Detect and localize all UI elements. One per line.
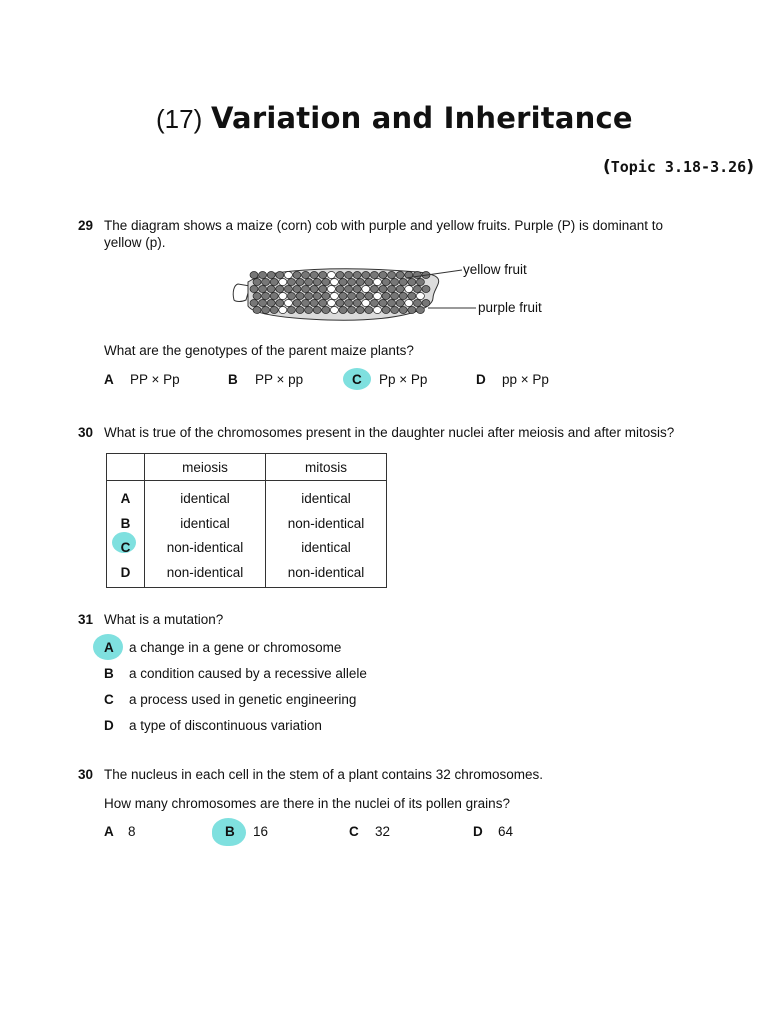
option-text-a[interactable]: a change in a gene or chromosome <box>129 640 342 655</box>
kernel <box>413 272 421 279</box>
kernel <box>305 307 313 314</box>
kernel <box>373 293 381 300</box>
kernel <box>270 307 278 314</box>
kernel <box>399 293 407 300</box>
label-yellow-fruit: yellow fruit <box>463 262 527 277</box>
option-letter-a[interactable]: A <box>104 640 114 655</box>
row-letter[interactable]: C <box>107 536 145 561</box>
option-letter-a[interactable]: A <box>104 372 114 387</box>
kernel <box>267 272 275 279</box>
table-row[interactable] <box>107 481 387 512</box>
kernel <box>319 300 327 307</box>
kernel <box>348 307 356 314</box>
kernel <box>313 293 321 300</box>
kernel <box>253 279 261 286</box>
kernel <box>345 286 353 293</box>
kernel <box>391 293 399 300</box>
kernel <box>382 279 390 286</box>
option-letter-d[interactable]: D <box>104 718 114 733</box>
option-text-c[interactable]: a process used in genetic engineering <box>129 692 357 707</box>
table-row[interactable] <box>107 560 387 587</box>
table-header-blank <box>107 454 145 481</box>
kernel <box>416 293 424 300</box>
kernel <box>345 272 353 279</box>
option-text-c[interactable]: Pp × Pp <box>379 372 428 387</box>
kernel <box>422 300 430 307</box>
kernel <box>339 293 347 300</box>
kernel <box>391 307 399 314</box>
table-header-mitosis: mitosis <box>266 454 387 481</box>
meiosis-cell: identical <box>145 511 266 536</box>
option-letter-c[interactable]: C <box>104 692 114 707</box>
meiosis-cell: non-identical <box>145 536 266 561</box>
mitosis-cell: identical <box>266 481 387 512</box>
kernel <box>379 286 387 293</box>
option-letter-d[interactable]: D <box>476 372 486 387</box>
kernel <box>250 272 258 279</box>
kernel <box>408 279 416 286</box>
option-text-b[interactable]: 16 <box>253 824 269 839</box>
kernel <box>370 300 378 307</box>
kernel <box>379 300 387 307</box>
option-letter-c[interactable]: C <box>352 372 362 387</box>
kernel <box>399 279 407 286</box>
kernel <box>296 279 304 286</box>
kernel <box>327 272 335 279</box>
kernel <box>327 300 335 307</box>
table-header-meiosis: meiosis <box>145 454 266 481</box>
kernel <box>408 293 416 300</box>
kernel <box>365 307 373 314</box>
option-text-d[interactable]: 64 <box>498 824 514 839</box>
kernel <box>353 300 361 307</box>
kernel <box>388 300 396 307</box>
question-text: What is true of the chromosomes present in the daughter nuclei after meiosis and after mitosis? <box>104 425 675 440</box>
option-letter-c[interactable]: C <box>349 824 359 839</box>
table-row[interactable] <box>107 511 387 536</box>
kernel <box>373 307 381 314</box>
option-text-d[interactable]: pp × Pp <box>502 372 549 387</box>
kernel <box>370 272 378 279</box>
kernel <box>413 300 421 307</box>
kernel <box>382 293 390 300</box>
option-text-a[interactable]: 8 <box>128 824 136 839</box>
row-letter[interactable]: B <box>107 511 145 536</box>
meiosis-mitosis-table <box>106 453 387 588</box>
kernel <box>319 272 327 279</box>
kernel <box>353 272 361 279</box>
kernel <box>379 272 387 279</box>
kernel <box>422 286 430 293</box>
kernel <box>339 279 347 286</box>
kernel <box>293 272 301 279</box>
kernel <box>339 307 347 314</box>
kernel <box>267 286 275 293</box>
table-header-row <box>107 454 387 481</box>
chapter-number: (17) <box>156 104 203 134</box>
kernel <box>262 293 270 300</box>
kernel <box>279 279 287 286</box>
option-text-c[interactable]: 32 <box>375 824 391 839</box>
kernel <box>259 300 267 307</box>
kernel <box>336 286 344 293</box>
kernel <box>276 286 284 293</box>
kernel <box>362 286 370 293</box>
kernel <box>408 307 416 314</box>
kernel <box>284 272 292 279</box>
question-number: 31 <box>78 612 94 627</box>
kernel <box>322 307 330 314</box>
kernel <box>313 279 321 286</box>
question-number: 30 <box>78 767 94 782</box>
option-text-b[interactable]: PP × pp <box>255 372 304 387</box>
kernel <box>262 279 270 286</box>
kernel <box>276 272 284 279</box>
kernel <box>279 293 287 300</box>
kernel <box>293 300 301 307</box>
mitosis-cell: identical <box>266 536 387 561</box>
meiosis-cell: identical <box>145 481 266 512</box>
option-letter-b[interactable]: B <box>228 372 238 387</box>
meiosis-cell: non-identical <box>145 560 266 587</box>
kernel <box>319 286 327 293</box>
option-letter-a[interactable]: A <box>104 824 114 839</box>
cob-base-shape <box>233 284 250 302</box>
kernel <box>262 307 270 314</box>
option-text-a[interactable]: PP × Pp <box>130 372 180 387</box>
kernel <box>391 279 399 286</box>
kernel <box>373 279 381 286</box>
kernel <box>405 300 413 307</box>
kernel <box>416 279 424 286</box>
kernel <box>388 272 396 279</box>
row-letter[interactable]: D <box>107 560 145 587</box>
kernel <box>356 279 364 286</box>
kernel <box>365 293 373 300</box>
question-text-continued: yellow (p). <box>104 235 166 250</box>
question-text: The nucleus in each cell in the stem of a plant contains 32 chromosomes. <box>104 767 543 782</box>
kernel <box>336 300 344 307</box>
kernel <box>270 293 278 300</box>
kernel <box>253 307 261 314</box>
kernel <box>302 286 310 293</box>
kernel <box>250 286 258 293</box>
kernel <box>259 286 267 293</box>
kernel <box>362 272 370 279</box>
table-row[interactable] <box>107 536 387 561</box>
kernel <box>413 286 421 293</box>
kernel <box>396 300 404 307</box>
question-text: The diagram shows a maize (corn) cob with purple and yellow fruits. Purple (P) is dominant to <box>104 218 663 233</box>
mitosis-cell: non-identical <box>266 511 387 536</box>
kernel <box>416 307 424 314</box>
kernel <box>388 286 396 293</box>
kernel <box>336 272 344 279</box>
kernel <box>356 307 364 314</box>
label-purple-fruit: purple fruit <box>478 300 542 315</box>
kernel <box>259 272 267 279</box>
kernel <box>348 293 356 300</box>
kernel <box>287 293 295 300</box>
kernel <box>348 279 356 286</box>
kernel <box>296 307 304 314</box>
topic-reference: (Topic 3.18-3.26) <box>602 157 754 177</box>
kernel <box>287 279 295 286</box>
kernel <box>362 300 370 307</box>
option-letter-d[interactable]: D <box>473 824 483 839</box>
kernel <box>405 286 413 293</box>
kernel <box>310 272 318 279</box>
kernel <box>253 293 261 300</box>
kernel <box>270 279 278 286</box>
question-number: 30 <box>78 425 94 440</box>
kernel <box>284 286 292 293</box>
option-text-d[interactable]: a type of discontinuous variation <box>129 718 322 733</box>
kernel <box>327 286 335 293</box>
kernel <box>382 307 390 314</box>
kernel <box>313 307 321 314</box>
kernel <box>296 293 304 300</box>
kernel <box>345 300 353 307</box>
kernel <box>276 300 284 307</box>
row-letter[interactable]: A <box>107 481 145 512</box>
question-prompt: How many chromosomes are there in the nuclei of its pollen grains? <box>104 796 510 811</box>
kernel <box>284 300 292 307</box>
kernel <box>305 279 313 286</box>
kernel <box>310 286 318 293</box>
kernel <box>279 307 287 314</box>
kernel <box>330 279 338 286</box>
topic-text: Topic 3.18-3.26 <box>610 158 747 176</box>
kernel <box>267 300 275 307</box>
kernel <box>330 293 338 300</box>
question-text: What is a mutation? <box>104 612 224 627</box>
kernel <box>396 286 404 293</box>
question-number: 29 <box>78 218 94 233</box>
option-letter-b[interactable]: B <box>225 824 235 839</box>
kernel <box>305 293 313 300</box>
kernel <box>302 300 310 307</box>
mitosis-cell: non-identical <box>266 560 387 587</box>
option-text-b[interactable]: a condition caused by a recessive allele <box>129 666 367 681</box>
kernel <box>302 272 310 279</box>
kernel <box>353 286 361 293</box>
kernel <box>365 279 373 286</box>
kernel <box>293 286 301 293</box>
kernel <box>399 307 407 314</box>
kernel <box>322 293 330 300</box>
kernel <box>287 307 295 314</box>
kernel <box>356 293 364 300</box>
kernel <box>396 272 404 279</box>
kernel <box>370 286 378 293</box>
kernel <box>322 279 330 286</box>
kernel <box>250 300 258 307</box>
question-prompt: What are the genotypes of the parent maize plants? <box>104 343 414 358</box>
option-letter-b[interactable]: B <box>104 666 114 681</box>
page-title: Variation and Inheritance <box>211 101 633 135</box>
kernel <box>330 307 338 314</box>
kernel <box>310 300 318 307</box>
